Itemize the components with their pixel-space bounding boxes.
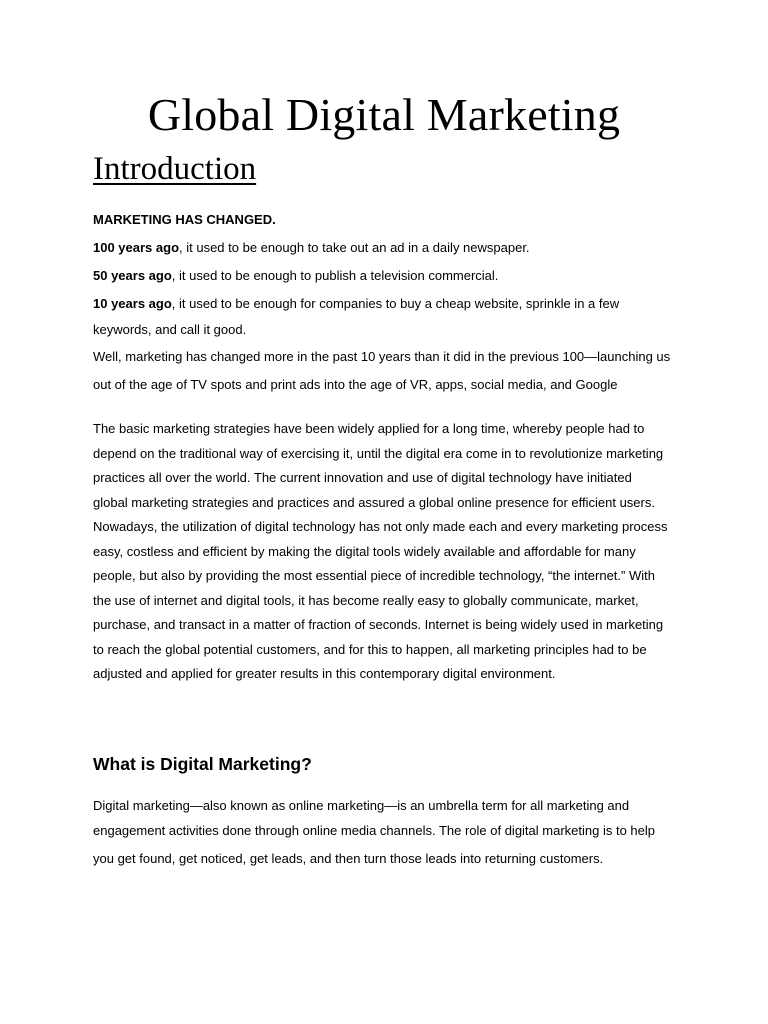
intro-line-text: , it used to be enough for companies to buy a cheap website, sprinkle in a few — [171, 296, 620, 311]
intro-line-text: , it used to be enough to publish a television commercial. — [171, 268, 499, 283]
introduction-heading: Introduction — [93, 151, 257, 187]
intro-line-text: keywords, and call it good. — [93, 322, 247, 337]
paragraph-line: adjusted and applied for greater results in this contemporary digital environment. — [93, 666, 556, 681]
paragraph-line: depend on the traditional way of exercising it, until the digital era come in to revolutionize marketing — [93, 446, 664, 461]
paragraph-line: easy, costless and efficient by making the digital tools widely available and affordable for many — [93, 544, 636, 559]
intro-line-text: out of the age of TV spots and print ads into the age of VR, apps, social media, and Google — [93, 377, 618, 392]
intro-line — [93, 348, 670, 366]
paragraph-line: practices all over the world. The current innovation and use of digital technology have initiated — [93, 470, 632, 485]
intro-line — [93, 267, 498, 285]
intro-line — [93, 376, 617, 394]
intro-line — [93, 239, 530, 257]
paragraph-line: engagement activities done through online media channels. The role of digital marketing is to help — [93, 823, 655, 838]
paragraph-line: Nowadays, the utilization of digital technology has not only made each and every marketing process — [93, 519, 668, 534]
intro-line-bold: 50 years ago — [93, 268, 172, 283]
marketing-changed-heading: MARKETING HAS CHANGED. — [93, 212, 276, 227]
paragraph-line: the use of internet and digital tools, it has become really easy to globally communicate, market, — [93, 593, 639, 608]
paragraph-line: to reach the global potential customers, and for this to happen, all marketing principles had to be — [93, 642, 647, 657]
document-title: Global Digital Marketing — [147, 89, 621, 140]
paragraph-line: The basic marketing strategies have been widely applied for a long time, whereby people had to — [93, 421, 645, 436]
intro-line-bold: 10 years ago — [93, 296, 172, 311]
paragraph-line: purchase, and transact in a matter of fraction of seconds. Internet is being widely used in marketing — [93, 617, 664, 632]
paragraph-line: you get found, get noticed, get leads, and then turn those leads into returning customers. — [93, 851, 604, 866]
intro-line — [93, 321, 246, 339]
what-is-digital-marketing-heading: What is Digital Marketing? — [93, 754, 312, 774]
intro-line-bold: 100 years ago — [93, 240, 180, 255]
paragraph-line: global marketing strategies and practices and assured a global online presence for efficient users. — [93, 495, 655, 510]
paragraph-line: people, but also by providing the most essential piece of incredible technology, “the internet.” With — [93, 568, 655, 583]
paragraph-line: Digital marketing—also known as online marketing—is an umbrella term for all marketing and — [93, 798, 630, 813]
intro-line-text: Well, marketing has changed more in the past 10 years than it did in the previous 100—launching us — [93, 349, 671, 364]
intro-line — [93, 295, 619, 313]
intro-line-text: , it used to be enough to take out an ad in a daily newspaper. — [179, 240, 530, 255]
